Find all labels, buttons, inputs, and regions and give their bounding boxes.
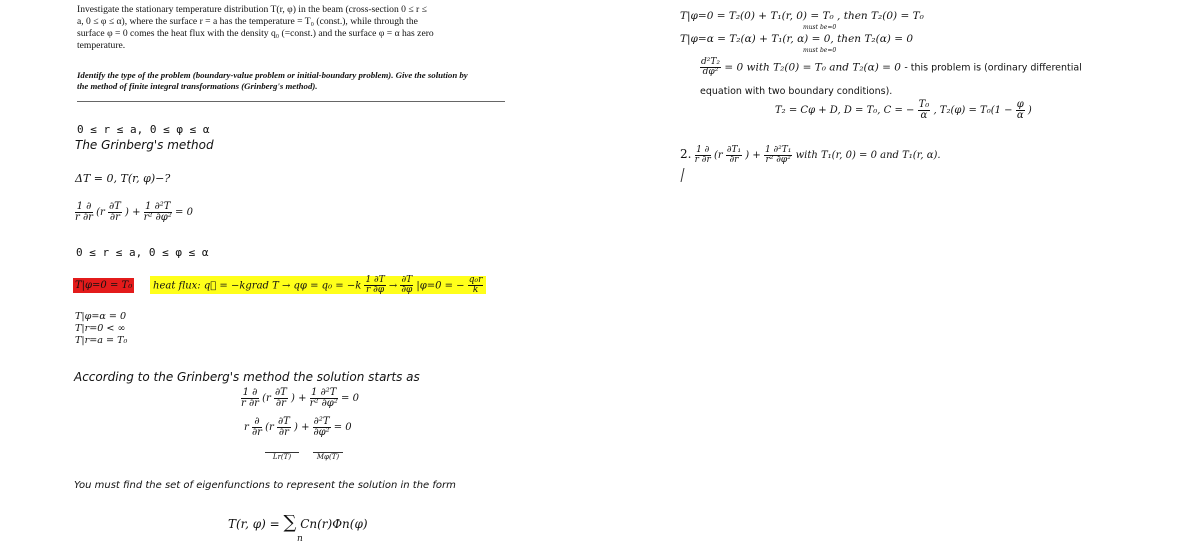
bc-r-a: T|r=a = T₀ (75, 335, 128, 346)
solution-text: T₂ = Cφ + D, D = T₀, C = − (775, 105, 915, 116)
frac-dT1-dr: $\frac{\text{∂T₁}}{\partial r}$ (726, 145, 742, 165)
frac-dT-dr: $\frac{\partial T}{\partial r}$ (108, 201, 121, 223)
task-statement (77, 70, 468, 92)
heat-flux-end: |φ=0 = − (416, 280, 465, 292)
paren-r-r: (r (713, 150, 723, 161)
eigenfunctions-text: You must find the set of eigenfunctions to represent the solution in the form (74, 480, 456, 491)
grinberg-equation-1 (241, 388, 359, 409)
item-2-line (680, 146, 941, 165)
item-2-tail: with T₁(r, 0) = 0 and T₁(r, α). (795, 150, 941, 161)
paren-r: (r (96, 207, 105, 218)
paren-close-b: ) + (291, 393, 307, 404)
solution-tail: , T₂(φ) = T₀(1 − (933, 105, 1013, 116)
underbrace-L: Lr(T) (265, 452, 299, 461)
series-solution (228, 512, 368, 533)
paren-r-c: (r (265, 422, 274, 433)
frac-1-r2-d2T: $\frac{\text{1 ∂²T}}{\text{r² ∂φ²}}$ (143, 201, 172, 223)
frac-dT-dr-c: $\frac{\partial T}{\partial r}$ (277, 416, 290, 438)
right-line-1: T|φ=0 = T₂(0) + T₁(r, 0) = T₀ , then T₂(0) = T₀ (680, 10, 924, 22)
task-line-1: Identify the type of the problem (boundary-value problem or initial-boundary problem). Give the solution by (77, 70, 468, 80)
series-rhs: Cn(r)Φn(φ) (300, 517, 368, 531)
right-line-1-under: must be=0 (803, 24, 837, 31)
item-2-number: 2. (680, 147, 692, 161)
problem-line-3: surface φ = 0 comes the heat flux with the density q₀ (=const.) and the surface φ = α has zero (77, 28, 434, 39)
heat-flux-arrow: → (388, 280, 398, 292)
frac-1-r-d-dr-b: $\frac{1 \partial}{r \partial r}$ (241, 387, 259, 409)
ode-note-2: equation with two boundary conditions). (700, 86, 893, 97)
series-lhs: T(r, φ) = (228, 517, 280, 531)
frac-d-dr-c: $\frac{\partial}{\partial r}$ (251, 416, 262, 438)
frac-1-r2-d2T1: $\frac{\text{1 ∂²T₁}}{\text{r² ∂φ²}}$ (764, 145, 792, 165)
frac-d2T-dphi2: $\frac{\text{∂²T}}{\text{∂φ²}}$ (313, 416, 330, 438)
frac-1-r-d-dr-r: $\frac{1 \partial}{r \partial r}$ (694, 145, 711, 165)
ode-equation: = 0 with T₂(0) = T₀ and T₂(α) = 0 (724, 61, 901, 74)
bc-r-zero: T|r=0 < ∞ (75, 323, 126, 334)
underbrace-M: Mφ(T) (313, 452, 343, 461)
close-paren: ) (1027, 105, 1032, 116)
frac-phi-alpha: $\frac{\varphi}{\alpha}$ (1016, 99, 1024, 121)
paren-close-r: ) + (745, 150, 761, 161)
right-line-2-under: must be=0 (803, 47, 837, 54)
grinberg-intro: According to the Grinberg's method the solution starts as (74, 370, 420, 384)
bc-phi-alpha: T|φ=α = 0 (75, 311, 127, 322)
ode-note: - this problem is (ordinary differential (904, 62, 1082, 74)
r-factor: r (244, 422, 249, 433)
method-title: The Grinberg's method (75, 138, 214, 152)
ode-line (700, 58, 1082, 77)
bc-red-highlight: T|φ=0 = T₀ (75, 280, 133, 291)
frac-q0r-k: $\frac{\text{q₀r}}{k}$ (468, 275, 483, 295)
divider-line (77, 101, 505, 102)
heat-flux-label: heat flux: (153, 280, 201, 292)
grinberg-equation-2 (244, 417, 352, 438)
problem-statement (77, 4, 434, 52)
paren-r-b: (r (262, 393, 271, 404)
frac-d2T2-dphi2: $\frac{\text{d²T₂}}{\text{dφ²}}$ (701, 57, 720, 77)
right-line-2: T|φ=α = T₂(α) + T₁(r, α) = 0, then T₂(α) = 0 (680, 33, 914, 45)
frac-1-r2-b: $\frac{\text{1 ∂²T}}{\text{r² ∂φ²}}$ (309, 387, 338, 409)
right-document-page (650, 0, 1177, 546)
boundary-conditions (75, 311, 127, 347)
heat-flux-equation: q⃗ = −kgrad T → qφ = q₀ = −k (203, 280, 362, 292)
polar-pde (75, 202, 193, 223)
frac-T0-alpha: $\frac{\text{T₀}}{\alpha}$ (918, 99, 930, 121)
task-line-2: the method of finite integral transformations (Grinberg's method). (77, 81, 318, 91)
laplace-equation: ΔT = 0, T(r, φ)−? (75, 172, 171, 185)
paren-close-c: ) + (294, 422, 310, 433)
frac-1-r-d-dr: $\frac{1 \partial}{r \partial r}$ (75, 201, 93, 223)
sum-symbol: ∑ (283, 512, 297, 533)
domain-line: 0 ≤ r ≤ a, 0 ≤ φ ≤ α (77, 123, 210, 136)
problem-line-2: a, 0 ≤ φ ≤ α), where the surface r = a has the temperature = T₀ (const.), while through the (77, 16, 418, 27)
text-cursor (681, 168, 685, 182)
frac-dT-dphi: $\frac{\partial T}{\partial\varphi}$ (401, 275, 413, 295)
pde-rhs: = 0 (175, 207, 193, 218)
paren-close: ) + (125, 207, 141, 218)
frac-1-r-dT-dphi: $\frac{1 \partial T}{r \partial\varphi}$ (365, 275, 385, 295)
sum-index: n (297, 534, 303, 544)
heat-flux-highlight (150, 276, 486, 294)
frac-dT-dr-b: $\frac{\partial T}{\partial r}$ (274, 387, 287, 409)
problem-line-1: Investigate the stationary temperature distribution T(r, φ) in the beam (cross-section 0 ≤ r ≤ (77, 4, 427, 15)
eq-zero-2: = 0 (333, 422, 352, 433)
problem-line-4: temperature. (77, 40, 126, 51)
eq-zero-1: = 0 (341, 393, 359, 404)
solution-line (775, 100, 1032, 121)
domain-line-2: 0 ≤ r ≤ a, 0 ≤ φ ≤ α (76, 246, 209, 259)
